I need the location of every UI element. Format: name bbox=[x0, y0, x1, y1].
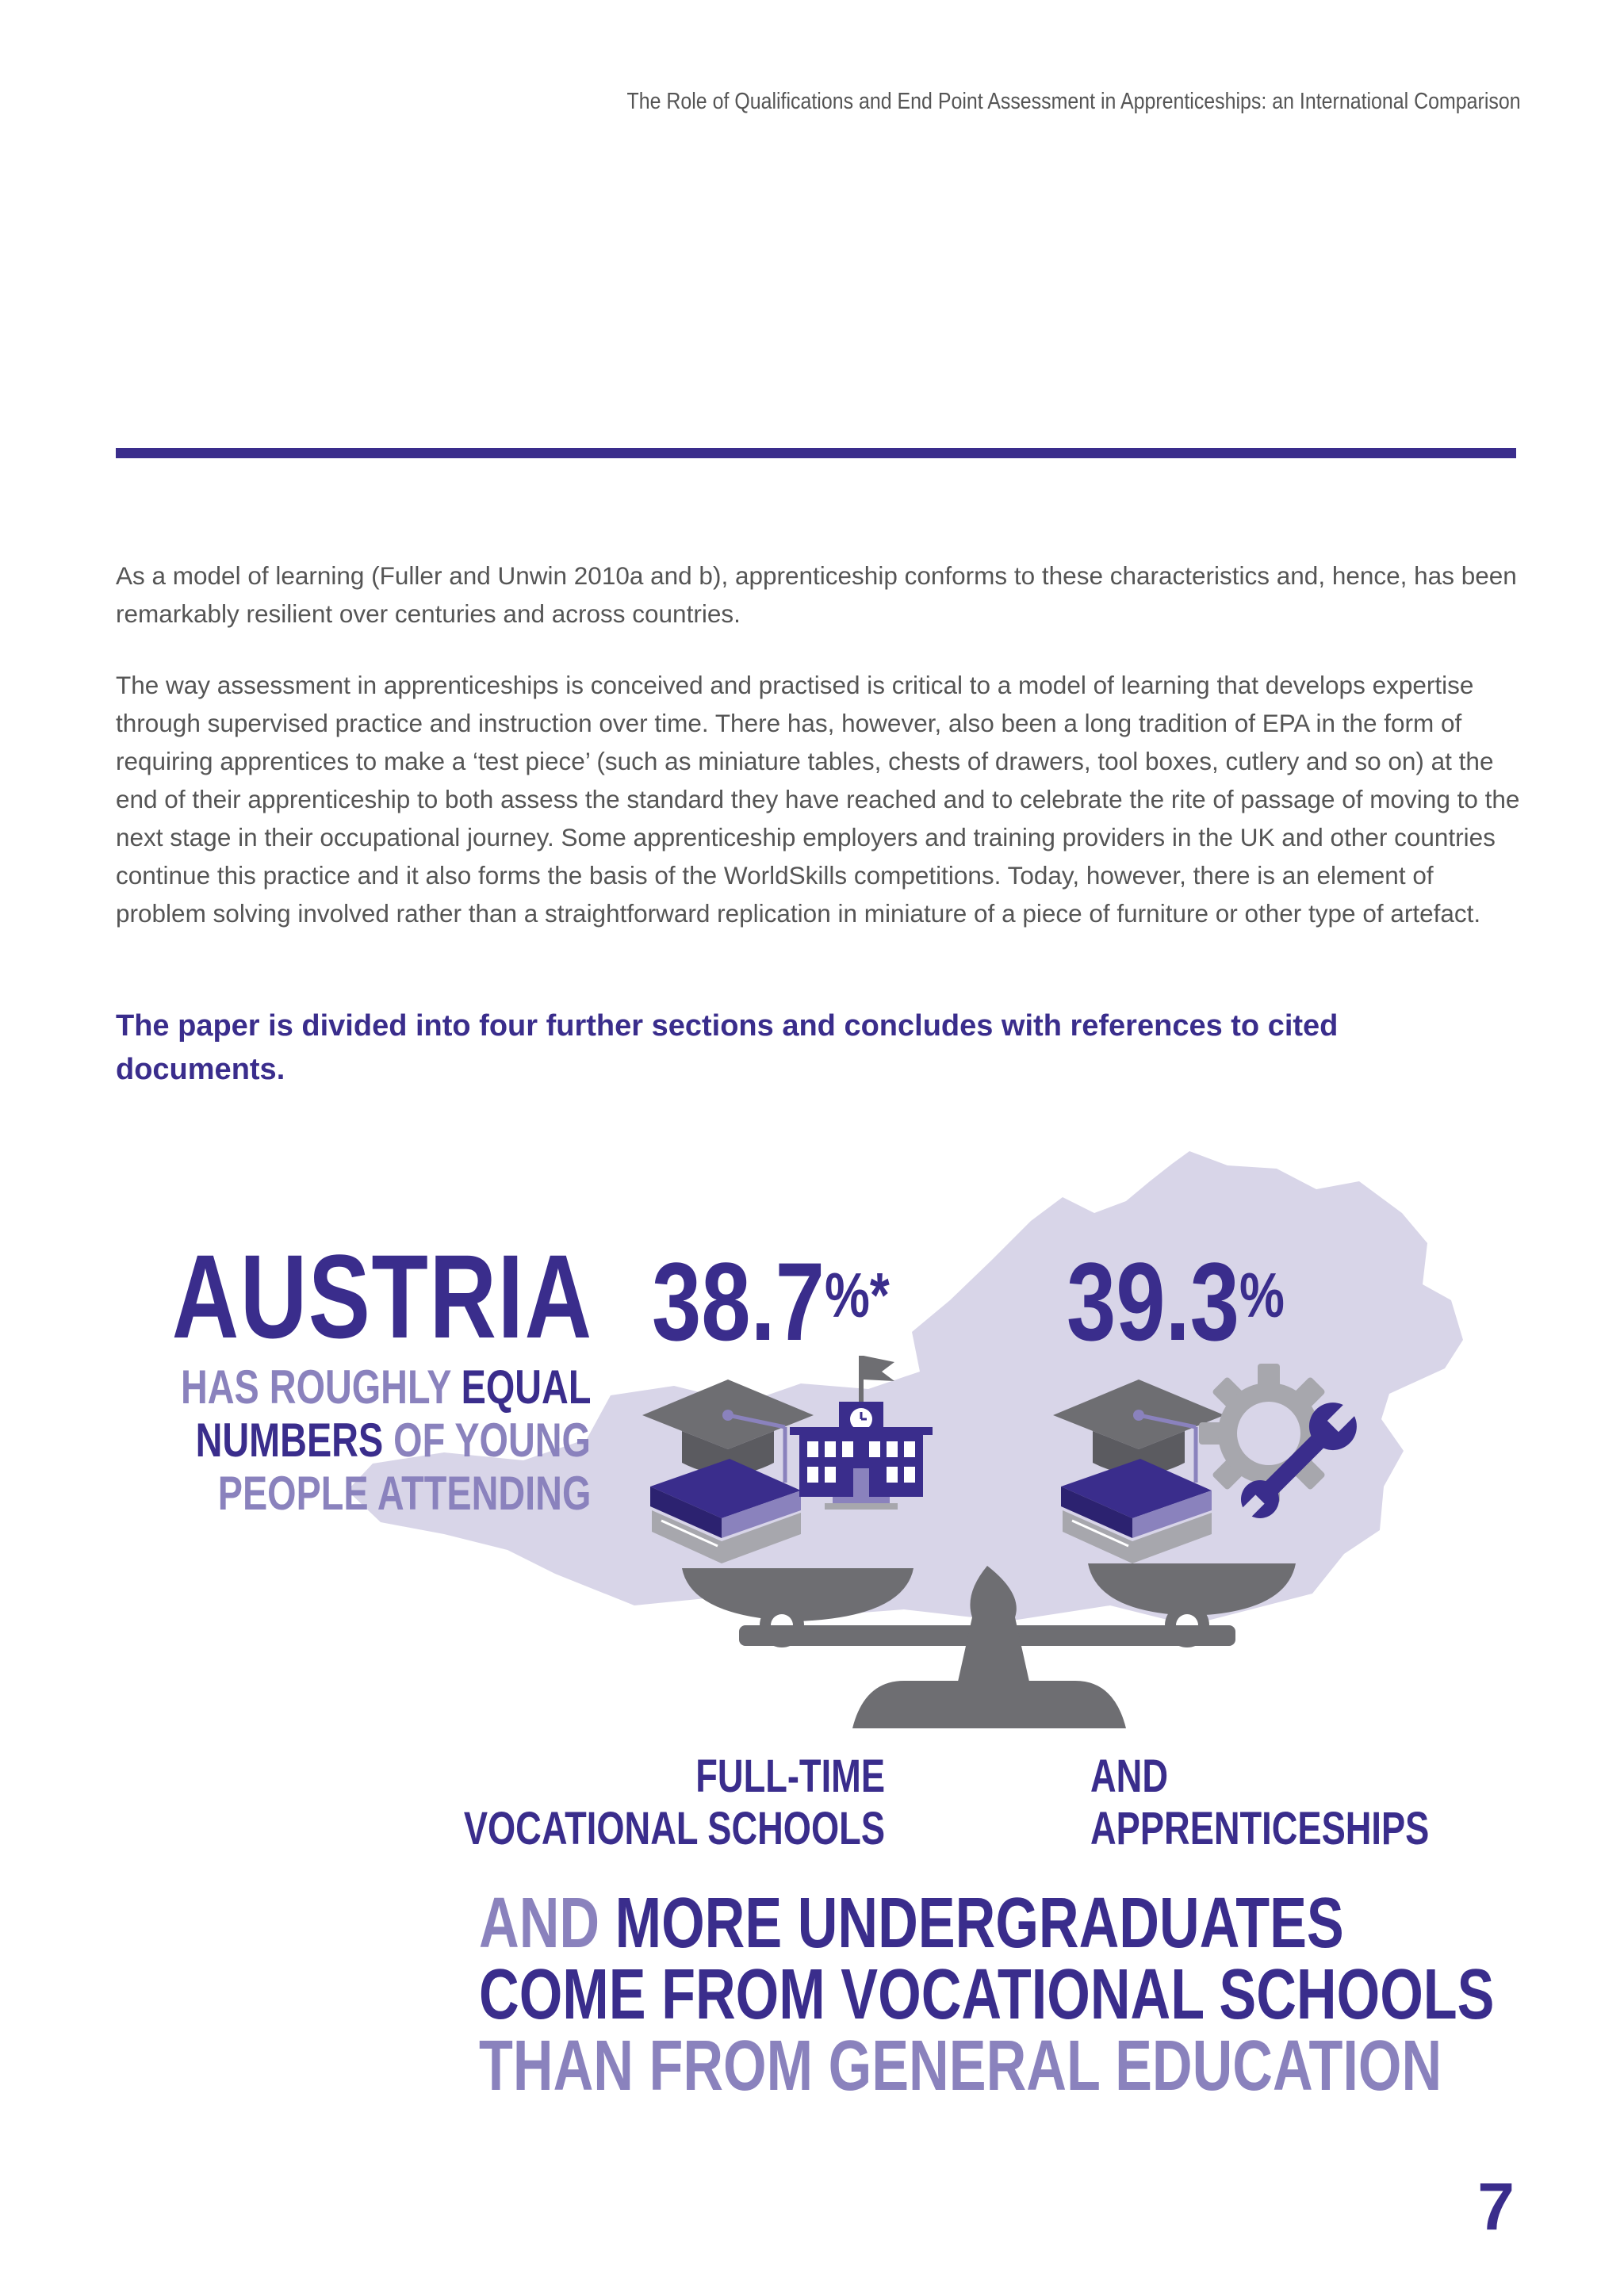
intro-line-2-end: OF YOUNG bbox=[383, 1414, 591, 1467]
stat-footnote-mark: * bbox=[869, 1260, 890, 1330]
intro-line-1-emphasis: EQUAL bbox=[461, 1360, 591, 1414]
intro-line-2-emphasis: NUMBERS bbox=[195, 1414, 384, 1467]
conclusion-line-1-start: AND bbox=[479, 1884, 600, 1963]
intro-line-1 bbox=[181, 1362, 591, 1413]
intro-line-2 bbox=[196, 1415, 591, 1466]
body-paragraph-1: As a model of learning (Fuller and Unwin 2010a and b), apprenticeship conforms to these characteristics and, hence, has been remarkably resilient over centuries and across countries. bbox=[116, 561, 1517, 628]
intro-line-1-start: HAS ROUGHLY bbox=[180, 1360, 462, 1414]
running-header-title: The Role of Qualifications and End Point Assessment in Apprenticeships: an International Comparison bbox=[626, 89, 1521, 114]
stat-vocational-schools bbox=[652, 1239, 890, 1364]
infographic-country-title: AUSTRIA bbox=[172, 1230, 593, 1363]
stat-apprenticeships-value: 39.3 bbox=[1067, 1239, 1239, 1364]
caption-vocational-schools bbox=[464, 1751, 885, 1855]
stat-apprenticeships bbox=[1067, 1239, 1285, 1364]
lead-statement: The paper is divided into four further sections and concludes with references to cited documents. bbox=[116, 1009, 1339, 1086]
conclusion-line-2: COME FROM VOCATIONAL SCHOOLS bbox=[479, 1955, 1495, 2034]
balance-scale-icon bbox=[682, 1563, 1296, 1728]
stat-vocational-schools-unit: % bbox=[824, 1260, 870, 1330]
caption-apprenticeships bbox=[1090, 1751, 1429, 1855]
conclusion-line-3: THAN FROM GENERAL EDUCATION bbox=[479, 2026, 1442, 2106]
intro-line-3: PEOPLE ATTENDING bbox=[217, 1467, 591, 1520]
stat-vocational-schools-value: 38.7 bbox=[652, 1239, 825, 1364]
caption-right-line-2: APPRENTICESHIPS bbox=[1090, 1803, 1430, 1854]
caption-right-line-1: AND bbox=[1090, 1751, 1169, 1802]
caption-left-line-2: VOCATIONAL SCHOOLS bbox=[463, 1803, 885, 1854]
conclusion-line-1 bbox=[479, 1884, 1344, 1963]
page-number: 7 bbox=[1477, 2169, 1515, 2244]
body-paragraph-2: The way assessment in apprenticeships is conceived and practised is critical to a model of learning that develops expertise through supervised practice and instruction over time. There has, however, also been a long tradition of EPA in the form of requiring apprentices to make a ‘test piece’ (such as miniature tables, chests of drawers, tool boxes, cutlery and so on) at the end of their apprenticeship to both assess the standard they have reached and to celebrate the rite of passage of moving to the next stage in their occupational journey. Some apprenticeship employers and training providers in the UK and other countries continue this practice and it also forms the basis of the WorldSkills competitions. Today, however, there is an element of problem solving involved rather than a straightforward replication in miniature of a piece of furniture or other type of artefact. bbox=[116, 671, 1520, 928]
conclusion-line-1-end: MORE UNDERGRADUATES bbox=[599, 1884, 1344, 1963]
stat-apprenticeships-unit: % bbox=[1239, 1260, 1285, 1330]
caption-left-line-1: FULL-TIME bbox=[695, 1751, 885, 1802]
